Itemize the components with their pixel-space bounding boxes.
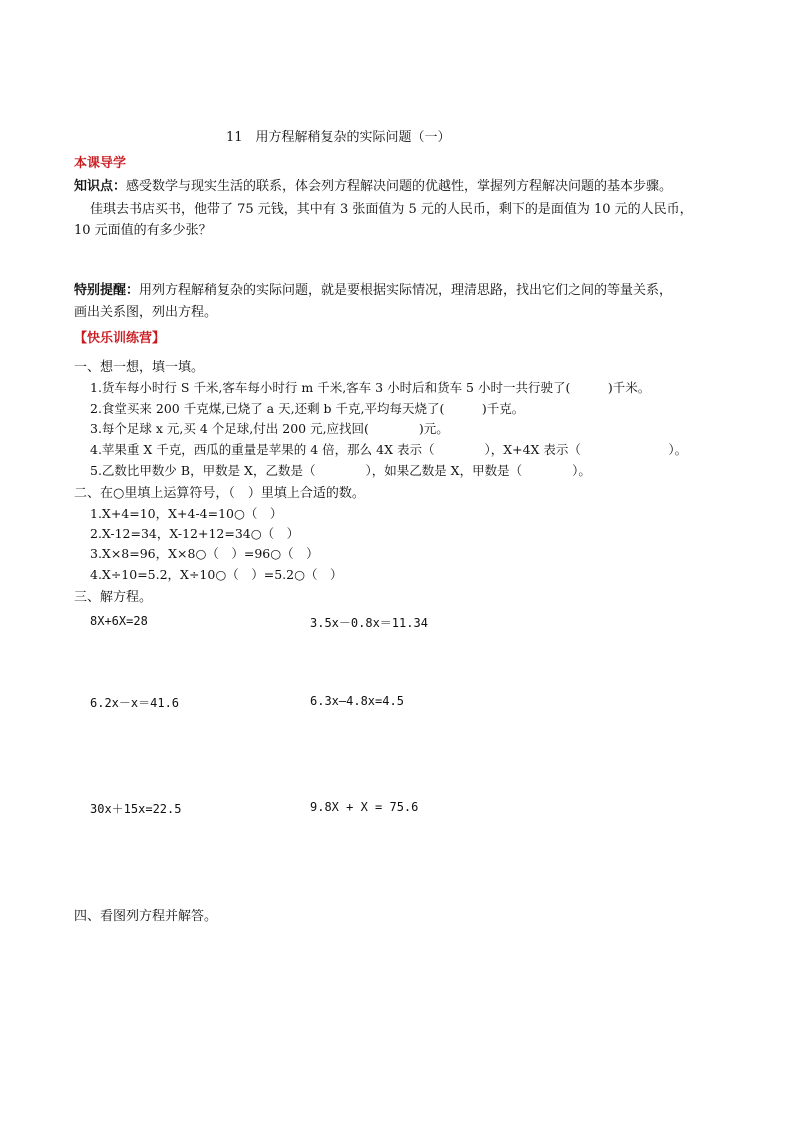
example-line-1: 佳琪去书店买书，他带了 75 元钱，其中有 3 张面值为 5 元的人民币，剩下的是面值为 10 元的人民币， — [90, 202, 693, 217]
page-title: 11 用方程解稍复杂的实际问题（一） — [226, 130, 451, 145]
practice-heading: 【快乐训练营】 — [74, 331, 166, 346]
knowledge-point — [74, 175, 672, 194]
example-line-2: 10 元面值的有多少张？ — [74, 223, 212, 238]
section-1-item: 1.货车每小时行 S 千米,客车每小时行 m 千米,客车 3 小时后和货车 5 小时一共行驶了( )千米。 — [90, 380, 651, 395]
section-4-title: 四、看图列方程并解答。 — [74, 909, 218, 924]
section-2-item: 3.X×8=96，X×8○（ ）=96○（ ） — [90, 546, 319, 561]
reminder-label: 特别提醒： — [74, 283, 140, 298]
section-1-title: 一、想一想，填一填。 — [74, 360, 205, 375]
knowledge-label: 知识点： — [74, 179, 127, 194]
reminder-line-2: 画出关系图，列出方程。 — [74, 305, 218, 320]
equation-2: 3.5x－0.8x＝11.34 — [310, 616, 428, 630]
section-1-item: 5.乙数比甲数少 B，甲数是 X，乙数是（ ），如果乙数是 X，甲数是（ ）。 — [90, 463, 591, 478]
section-3-title: 三、解方程。 — [74, 590, 153, 605]
section-1-item: 2.食堂买来 200 千克煤,已烧了 a 天,还剩 b 千克,平均每天烧了( )千克。 — [90, 401, 525, 416]
section-2-item: 1.X+4=10，X+4-4=10○（ ） — [90, 506, 283, 521]
reminder-text: 用列方程解稍复杂的实际问题，就是要根据实际情况，理清思路，找出它们之间的等量关系， — [139, 283, 673, 298]
equation-6: 9.8X + X = 75.6 — [310, 800, 419, 814]
reminder-line-1 — [74, 279, 672, 298]
equation-5: 30x＋15x=22.5 — [90, 802, 182, 816]
equation-4: 6.3x—4.8x=4.5 — [310, 694, 404, 708]
section-1-item: 3.每个足球 x 元,买 4 个足球,付出 200 元,应找回( )元。 — [90, 421, 449, 436]
section-1-item: 4.苹果重 X 千克，西瓜的重量是苹果的 4 倍，那么 4X 表示（ ），X+4X 表示（ ）。 — [90, 442, 688, 457]
knowledge-text: 感受数学与现实生活的联系，体会列方程解决问题的优越性，掌握列方程解决问题的基本步骤。 — [126, 179, 673, 194]
section-2-title: 二、在○里填上运算符号，（ ）里填上合适的数。 — [74, 486, 365, 501]
equation-1: 8X+6X=28 — [90, 614, 148, 628]
guide-heading: 本课导学 — [74, 156, 127, 171]
section-2-item: 2.X-12=34，X-12+12=34○（ ） — [90, 526, 300, 541]
equation-3: 6.2x－x＝41.6 — [90, 696, 180, 710]
section-2-item: 4.X÷10=5.2，X÷10○（ ）=5.2○（ ） — [90, 567, 343, 582]
